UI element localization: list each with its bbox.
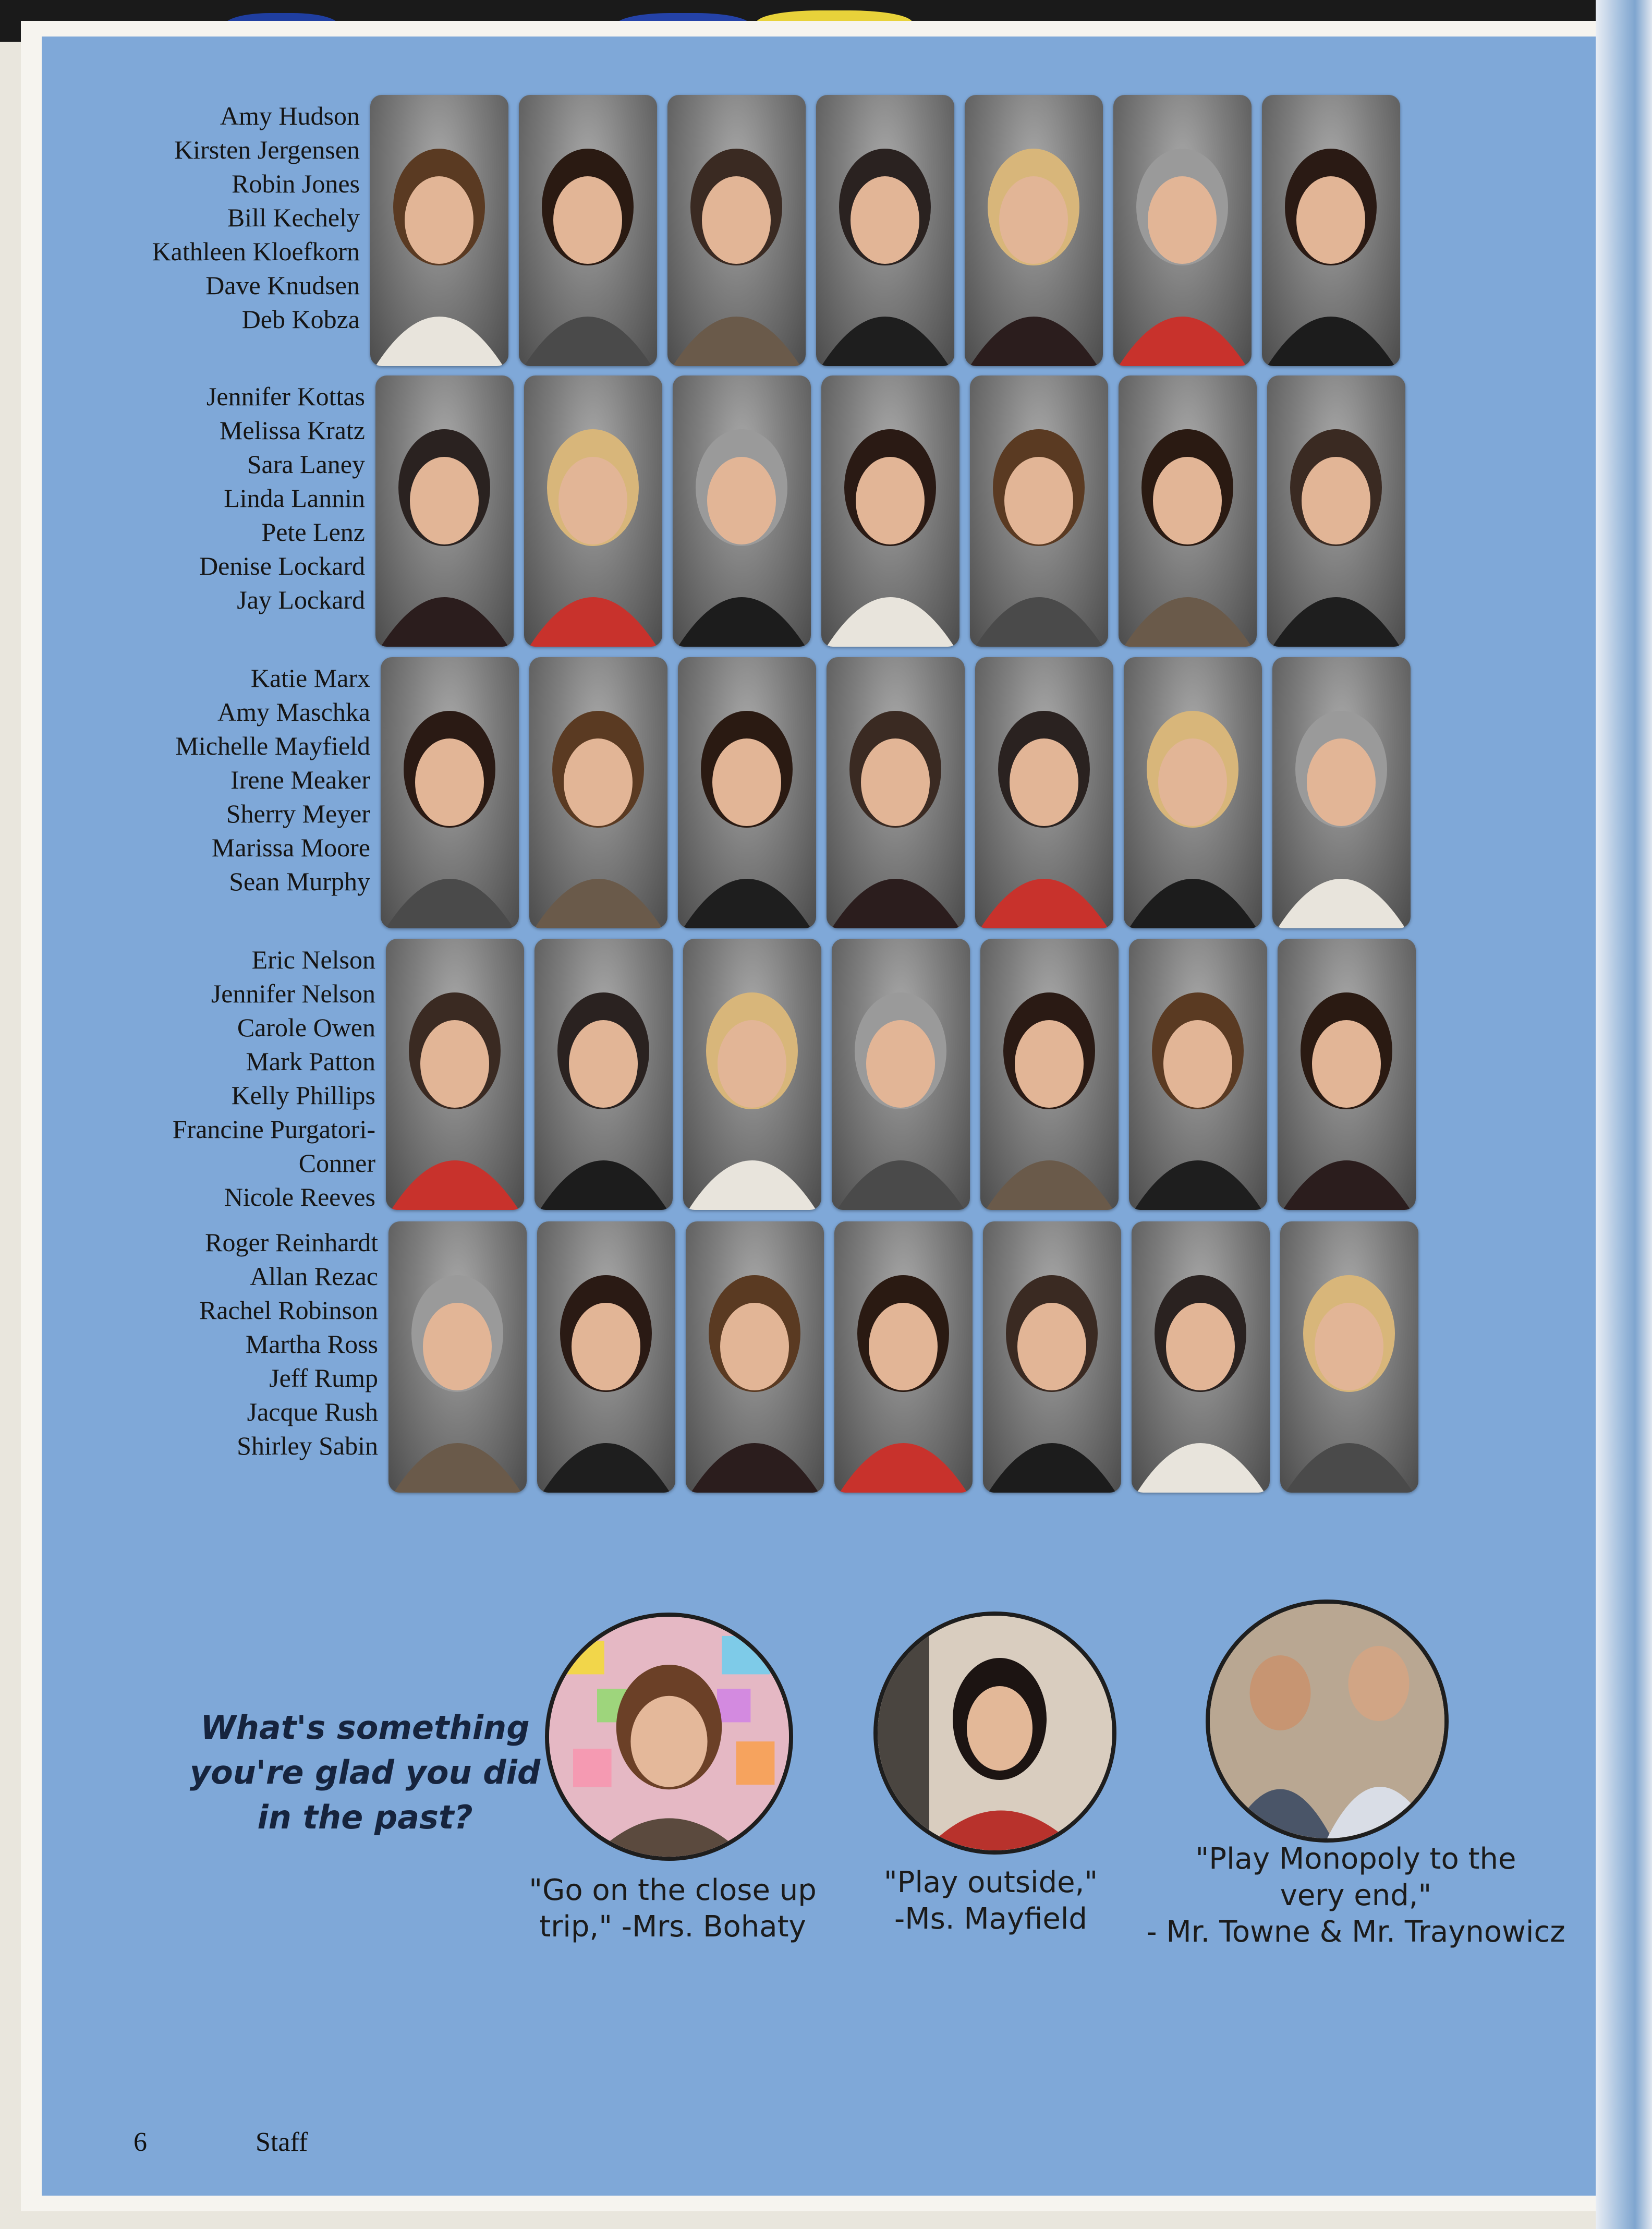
portrait-illustration: [827, 657, 965, 928]
staff-portrait: [381, 657, 519, 928]
portrait-illustration: [686, 1221, 824, 1493]
staff-name: Kelly Phillips: [231, 1081, 375, 1110]
staff-portrait: [970, 375, 1108, 647]
portrait-illustration: [1262, 95, 1400, 366]
quote-bohaty: [485, 1872, 860, 1945]
staff-name: Allan Rezac: [250, 1262, 378, 1291]
book-spine: [1596, 0, 1652, 2229]
staff-portrait: [816, 95, 954, 366]
staff-portrait: [388, 1221, 527, 1493]
photo-row-5: [388, 1221, 1418, 1493]
staff-portrait: [667, 95, 806, 366]
staff-name: Marissa Moore: [211, 833, 370, 862]
portrait-illustration: [965, 95, 1103, 366]
names-row-1: [94, 99, 360, 336]
staff-portrait: [673, 375, 811, 647]
staff-name: Mark Patton: [246, 1047, 375, 1076]
portrait-illustration: [388, 1221, 527, 1493]
staff-portrait: [834, 1221, 973, 1493]
staff-portrait: [1278, 939, 1416, 1210]
staff-name: Amy Hudson: [220, 101, 360, 130]
quote-line: -Ms. Mayfield: [894, 1902, 1087, 1936]
portrait-illustration: [375, 375, 514, 647]
staff-name: Kirsten Jergensen: [174, 135, 360, 164]
portrait-illustration: [524, 375, 662, 647]
staff-portrait: [1119, 375, 1257, 647]
staff-name: Deb Kobza: [241, 305, 360, 334]
photo-row-1: [370, 95, 1400, 366]
staff-name: Linda Lannin: [224, 483, 365, 513]
quote-line: very end,": [1280, 1879, 1432, 1912]
staff-name: Katie Marx: [250, 663, 370, 693]
photo-row-2: [375, 375, 1405, 647]
portrait-illustration: [370, 95, 508, 366]
staff-portrait: [529, 657, 667, 928]
quote-mayfield: [855, 1864, 1126, 1937]
portrait-illustration: [832, 939, 970, 1210]
staff-name: Shirley Sabin: [237, 1431, 378, 1460]
quote-line: "Play outside,": [883, 1865, 1098, 1899]
staff-portrait: [386, 939, 524, 1210]
staff-portrait: [1280, 1221, 1418, 1493]
portrait-illustration: [683, 939, 821, 1210]
names-row-2: [94, 380, 365, 617]
staff-name: Sean Murphy: [229, 867, 370, 896]
names-row-3: [94, 661, 370, 899]
question-line: you're glad you did: [189, 1753, 541, 1791]
staff-name: Michelle Mayfield: [175, 731, 370, 760]
staff-name: Pete Lenz: [261, 517, 365, 547]
staff-name: Francine Purgatori-: [172, 1114, 375, 1144]
candid-photo-bohaty: [545, 1613, 793, 1861]
staff-portrait: [535, 939, 673, 1210]
question-line: in the past?: [257, 1798, 473, 1836]
names-row-5: [94, 1226, 378, 1463]
staff-portrait: [1124, 657, 1262, 928]
portrait-illustration: [519, 95, 657, 366]
staff-name: Irene Meaker: [230, 765, 370, 794]
staff-portrait: [537, 1221, 675, 1493]
staff-name: Amy Maschka: [217, 697, 370, 726]
portrait-illustration: [1113, 95, 1252, 366]
question-heading: [141, 1705, 589, 1840]
staff-portrait: [683, 939, 821, 1210]
portrait-illustration: [537, 1221, 675, 1493]
staff-portrait: [965, 95, 1103, 366]
staff-portrait: [983, 1221, 1121, 1493]
staff-portrait: [370, 95, 508, 366]
portrait-illustration: [1132, 1221, 1270, 1493]
portrait-illustration: [821, 375, 959, 647]
staff-portrait: [519, 95, 657, 366]
portrait-illustration: [816, 95, 954, 366]
page-number: 6: [133, 2127, 147, 2157]
portrait-illustration: [1124, 657, 1262, 928]
staff-name: Jennifer Nelson: [211, 979, 375, 1008]
portrait-illustration: [1278, 939, 1416, 1210]
staff-name: Sara Laney: [247, 450, 365, 479]
staff-name: Jacque Rush: [247, 1397, 378, 1426]
staff-portrait: [375, 375, 514, 647]
portrait-illustration: [878, 1616, 1112, 1850]
portrait-illustration: [549, 1617, 789, 1857]
staff-name: Carole Owen: [237, 1013, 375, 1042]
staff-name: Conner: [298, 1148, 375, 1178]
staff-name: Rachel Robinson: [199, 1295, 378, 1325]
portrait-illustration: [1210, 1604, 1444, 1838]
portrait-illustration: [535, 939, 673, 1210]
staff-name: Bill Kechely: [227, 203, 360, 232]
portrait-illustration: [975, 657, 1113, 928]
portrait-illustration: [980, 939, 1119, 1210]
portrait-illustration: [381, 657, 519, 928]
staff-name: Melissa Kratz: [219, 416, 365, 445]
staff-portrait: [821, 375, 959, 647]
staff-portrait: [1113, 95, 1252, 366]
staff-portrait: [524, 375, 662, 647]
staff-name: Martha Ross: [245, 1329, 378, 1359]
staff-portrait: [1272, 657, 1411, 928]
question-line: What's something: [200, 1709, 530, 1747]
staff-portrait: [1262, 95, 1400, 366]
portrait-illustration: [1267, 375, 1405, 647]
section-label: Staff: [256, 2127, 308, 2157]
quote-towne-traynowicz: [1121, 1841, 1590, 1951]
staff-portrait: [975, 657, 1113, 928]
portrait-illustration: [386, 939, 524, 1210]
portrait-illustration: [834, 1221, 973, 1493]
staff-portrait: [832, 939, 970, 1210]
portrait-illustration: [983, 1221, 1121, 1493]
staff-portrait: [827, 657, 965, 928]
photo-row-4: [386, 939, 1416, 1210]
portrait-illustration: [1129, 939, 1267, 1210]
staff-name: Sherry Meyer: [226, 799, 370, 828]
yearbook-page: [42, 37, 1596, 2196]
names-row-4: [94, 943, 375, 1214]
portrait-illustration: [667, 95, 806, 366]
staff-portrait: [1132, 1221, 1270, 1493]
portrait-illustration: [529, 657, 667, 928]
staff-name: Kathleen Kloefkorn: [152, 237, 360, 266]
portrait-illustration: [1280, 1221, 1418, 1493]
staff-name: Denise Lockard: [199, 551, 365, 580]
staff-portrait: [686, 1221, 824, 1493]
portrait-illustration: [1119, 375, 1257, 647]
staff-name: Eric Nelson: [251, 945, 375, 974]
staff-name: Dave Knudsen: [205, 271, 360, 300]
staff-name: Nicole Reeves: [224, 1182, 375, 1212]
staff-portrait: [980, 939, 1119, 1210]
candid-photo-towne-traynowicz: [1206, 1600, 1449, 1843]
staff-name: Jennifer Kottas: [206, 382, 365, 411]
portrait-illustration: [673, 375, 811, 647]
staff-name: Jeff Rump: [269, 1363, 378, 1392]
quote-line: "Play Monopoly to the: [1195, 1842, 1516, 1876]
staff-portrait: [1267, 375, 1405, 647]
staff-name: Robin Jones: [232, 169, 360, 198]
staff-name: Roger Reinhardt: [205, 1228, 378, 1257]
photo-row-3: [381, 657, 1411, 928]
staff-portrait: [1129, 939, 1267, 1210]
portrait-illustration: [678, 657, 816, 928]
quote-line: - Mr. Towne & Mr. Traynowicz: [1146, 1915, 1565, 1949]
candid-photo-mayfield: [873, 1612, 1116, 1855]
quote-line: "Go on the close up: [529, 1873, 817, 1907]
quote-line: trip," -Mrs. Bohaty: [539, 1910, 806, 1944]
staff-portrait: [678, 657, 816, 928]
portrait-illustration: [1272, 657, 1411, 928]
portrait-illustration: [970, 375, 1108, 647]
staff-name: Jay Lockard: [237, 585, 365, 614]
